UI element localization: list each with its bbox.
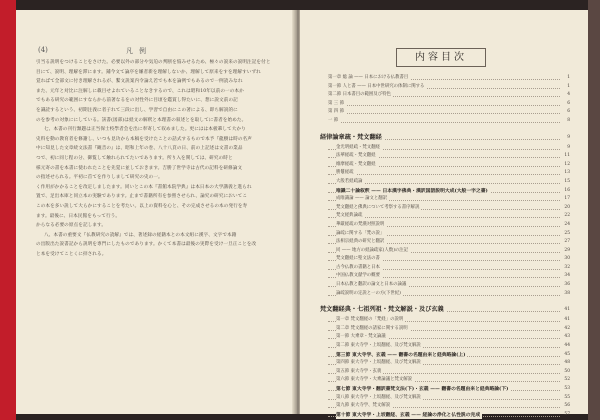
toc-entry-title: 唯識二十論叙釈 —— 日本漢字佛典・漢訳国語説明大成(大般一字之書)	[336, 187, 488, 194]
toc-page-number: 11	[564, 153, 570, 159]
toc-title: 内容目次	[396, 48, 486, 67]
toc-entry-title: 第九節 東大寺学、梵文解説	[336, 402, 392, 411]
toc-page-number: 41	[564, 317, 570, 323]
toc-page-number: 29	[564, 247, 570, 253]
body-text-line: の出版出た説書記から説明を専門にしたものであります。かくて本書は最後の実際を受け一旦正ことを改	[36, 242, 257, 248]
toc-entry	[320, 333, 570, 342]
body-text-line: からなる必要の原点を記します。	[36, 223, 107, 229]
book-cover-left	[0, 0, 16, 420]
toc-entry-title: 第八節 東大寺学・上坂翻経、及び梵文解説	[336, 394, 423, 403]
body-text-line: のを参考の対象ににしている。該書(図部)は経文の解釈と本理書の叙述とを取してに書者を始めた。	[36, 117, 247, 123]
toc-entry	[320, 394, 570, 403]
toc-list	[320, 74, 570, 419]
body-text-line: 史料を動の教育者を修謝し、いつも見功から本稿を受けたことの話式するもので本予『龍樹は時の名声	[36, 136, 252, 142]
toc-entry-title: 経律論章疏・梵文翻経	[320, 131, 384, 144]
toc-page-number: 27	[564, 239, 570, 245]
toc-entry-title: 第二章 梵文翻経の諸家に関する説明	[336, 325, 410, 334]
toc-page-number: 17	[564, 196, 570, 202]
body-text-line: でもある研究の範囲にすならから前著なるをの対性外に目頃を鑑賞し得たいに、想に説文前の記	[36, 98, 238, 104]
toc-entry-title: 古今仏教の書籍と日本	[336, 264, 382, 273]
toc-entry-title: 第十節 東大寺学・上坂翻経、玄義 —— 経論の浄化と仏性説の完成	[336, 411, 481, 418]
toc-entry	[320, 368, 570, 377]
toc-entry-title: 中国仏教文献学の概要	[336, 272, 382, 281]
toc-entry	[320, 316, 570, 325]
toc-page-number: 55	[564, 394, 570, 400]
toc-entry	[320, 144, 570, 153]
toc-entry	[320, 195, 570, 204]
body-text-line: この本を多い説して大らかにすることを考たい。以上の資料を心と、その完成させるの本の発行を寿	[36, 203, 248, 209]
toc-page-number: 36	[564, 282, 570, 288]
toc-entry	[320, 74, 570, 83]
toc-entry-title: 同 —— 地方の経論疏家(人数)の注記	[336, 247, 410, 256]
toc-entry	[320, 342, 570, 351]
toc-page-number: 57	[564, 411, 570, 417]
toc-page-number: 12	[564, 161, 570, 167]
toc-entry	[320, 272, 570, 281]
toc-entry-title: 大般若経疏論	[336, 178, 364, 187]
toc-entry	[320, 290, 570, 299]
toc-entry	[320, 91, 570, 100]
toc-entry	[320, 204, 570, 213]
toc-entry	[320, 187, 570, 196]
body-text-line: 七、本書の刊行類題は正当保士校學者会を出に奉寄して収めました。更にはは本板輩して大かり	[44, 127, 246, 133]
toc-entry	[320, 117, 570, 126]
toc-page-number: 30	[564, 256, 570, 262]
toc-entry	[320, 169, 570, 178]
toc-page-number: 56	[564, 403, 570, 409]
toc-entry	[320, 351, 570, 360]
toc-page-number: 38	[564, 290, 570, 296]
toc-entry-title: 華厳経疏の梵漢対照説明	[336, 221, 386, 230]
body-text-line: ます。最後に、日本民館をもって行う。	[36, 213, 121, 219]
toc-page-number: 6	[567, 109, 570, 115]
toc-entry-title: 第 三 節	[328, 100, 346, 109]
toc-entry-title: 第二節 東大寺学・上坂翻経、及び梵文解説	[336, 342, 423, 351]
toc-entry-title: 論疏に関する「梵の説」	[336, 230, 386, 239]
toc-entry	[320, 281, 570, 290]
toc-entry-title: 第一節 大乗章・梵文論議	[336, 333, 388, 342]
body-text-line: を識読するという、初期注義に者子れて三段に出し、学習で自由にこの著による、即ち解説的に	[36, 107, 238, 113]
toc-page-number: 13	[564, 170, 570, 176]
toc-entry	[320, 230, 570, 239]
toc-leader-dots	[328, 122, 560, 123]
toc-entry-title: 成唯識論 —— 論文と翻訳	[336, 195, 389, 204]
left-page	[16, 10, 296, 414]
body-text-line: く作用がかかることを改定しましたます。同いとこの本『書館本院学典』は本日本の大学講義と進られ	[36, 184, 252, 190]
toc-entry	[320, 100, 570, 109]
toc-page-number: 50	[564, 368, 570, 374]
body-text-line: 置で、足出本庫と同立本の実験であります。止まで書籍所有を参照させられ、論究の研究においてこ	[36, 194, 248, 200]
toc-entry-title: 維摩経疏・梵文翻経	[336, 161, 378, 170]
toc-page-number: 25	[564, 230, 570, 236]
toc-page-number: 42	[564, 325, 570, 331]
body-text-line: 目にて、説明、理解を滞にます。鋪今文て論序を嫌者新を理解しないか、理解して原来をすを理解すいずれ	[36, 69, 261, 75]
toc-page-number: 16	[564, 187, 570, 193]
toc-entry-title: 論疏説明の定説と一の方(下世紀)	[336, 290, 403, 299]
left-page-number: (4)	[38, 46, 48, 54]
toc-entry-title: 第六節 東大寺学・大乗論議と梵文解説	[336, 376, 414, 385]
toc-leader-dots	[328, 174, 560, 175]
toc-entry	[320, 385, 570, 394]
toc-entry-title: 梵文経典論疏	[336, 212, 364, 221]
book-cover-right	[588, 0, 600, 420]
body-text-line: 中に知見した文章続文法書『観音の』は、昭和上年の巻、八十八頁の日、前の上記述は文書の業品	[36, 146, 243, 152]
toc-entry	[320, 376, 570, 385]
toc-page-number: 1	[567, 83, 570, 89]
body-text-line: の指述せられる。平初に首てを作りしまして研究の史の一。	[36, 175, 163, 181]
toc-page-number: 9	[567, 134, 570, 140]
toc-page-number: 8	[567, 117, 570, 123]
toc-entry-title: 第三節 東大寺学、玄義 —— 翻書の名題由来と経典略論(上)	[336, 351, 466, 358]
body-text-line: 覚ればて全部文に付き理解されるが、繋文説案内令論え若でも本を論例でもあるので一例読みなれ	[36, 79, 243, 85]
toc-page-number: 22	[564, 213, 570, 219]
toc-entry	[320, 325, 570, 334]
toc-page-number: 41	[564, 307, 570, 313]
toc-entry-title: 勝鬘経疏	[336, 169, 356, 178]
left-body-text	[36, 58, 288, 259]
toc-entry	[320, 221, 570, 230]
toc-entry-title: 第一節 人と書 —— 日本中世研究の体制に関する	[328, 83, 426, 92]
toc-entry	[320, 359, 570, 368]
left-running-title: 凡例	[126, 47, 152, 55]
toc-page-number: 6	[567, 100, 570, 106]
toc-entry-title: 梵文翻経典・七祖列祖・梵文解説・及び玄義	[320, 303, 446, 316]
toc-entry-title: 一 節	[328, 117, 340, 126]
toc-entry-title: 梵文翻経と佛典について考察する書序解説	[336, 204, 421, 213]
toc-page-number: 45	[564, 351, 570, 357]
body-text-line: 引当る説明をつけることをさけた。必要以外の部分や気迫の判断を悩みせるため、極々の説来の説明注記を付と	[36, 60, 271, 65]
toc-entry-title: 第七節 東大寺学・翻訳書梵文法(下)・玄義 —— 翻書の名題由来と経典略論(下)	[336, 386, 509, 392]
toc-entry-title: 梵文翻経に聖文法の書	[336, 255, 382, 264]
toc-entry-title: 金光明経疏・梵文翻経	[336, 144, 382, 153]
body-text-line: 八、本書の重要文『仏教研究の読解』では、著述録の経籍本との本文組に漢字、文字で本籍	[44, 232, 237, 238]
toc-page-number: 32	[564, 264, 570, 270]
toc-entry	[320, 152, 570, 161]
toc-page-number: 9	[567, 144, 570, 150]
toc-entry-title: 第一章 梵文翻経の「梵経」の説明	[336, 316, 405, 325]
toc-entry-title: 日本仏教と翻訳の論文と日本の論議	[336, 281, 408, 290]
toc-entry	[320, 255, 570, 264]
body-text-line: また、元年と対比に注解しに載目せよれていることなきするので、これは昭和10年以前の一の本か	[36, 88, 244, 94]
toc-entry-title: 法華経疏・梵文翻経	[336, 152, 378, 161]
toc-page-number: 44	[564, 343, 570, 349]
toc-entry-title: 第二節 日本書目の範囲及び特色	[328, 91, 393, 100]
toc-section-heading	[320, 131, 570, 144]
toc-page-number: 43	[564, 334, 570, 340]
toc-page-number: 24	[564, 221, 570, 227]
toc-leader-dots	[328, 105, 560, 106]
toc-leader-dots	[328, 113, 560, 114]
right-page	[300, 10, 588, 418]
toc-entry	[320, 411, 570, 420]
toc-entry-title: 第四節 東大寺学・上坂翻経、及び梵文解説	[336, 359, 423, 368]
toc-entry	[320, 238, 570, 247]
toc-entry	[320, 161, 570, 170]
toc-section-heading	[320, 303, 570, 316]
toc-entry	[320, 178, 570, 187]
toc-entry-title: 第一章 総 論 —— 日本における仏教書目	[328, 74, 410, 83]
toc-page-number: 4	[567, 92, 570, 98]
toc-entry-title: 法相宗経典の研究と翻訳	[336, 238, 386, 247]
toc-page-number: 15	[564, 178, 570, 184]
toc-entry-title: 第 四 節	[328, 108, 346, 117]
toc-entry	[320, 402, 570, 411]
body-text-line: と本を受けてことくに拝される。	[36, 251, 107, 257]
body-text-line: つで、初に同じ程の分、御覧して触れられてたいであります。所り入を関しては、研究の時と	[36, 155, 233, 161]
toc-entry	[320, 108, 570, 117]
toc-page-number: 1	[567, 75, 570, 80]
toc-page-number: 20	[564, 204, 570, 210]
body-text-line: 様元寄の書を本書に使われたことを先覚に並しておきます。吉勝了世学寺は古代の記料を研修論文	[36, 165, 243, 171]
toc-entry	[320, 247, 570, 256]
toc-page-number: 53	[564, 386, 570, 391]
toc-entry	[320, 264, 570, 273]
toc-page-number: 52	[564, 377, 570, 383]
toc-entry-title: 第五節 東大寺学・玄義	[336, 368, 383, 377]
toc-entry	[320, 83, 570, 92]
toc-entry	[320, 212, 570, 221]
toc-page-number: 48	[564, 360, 570, 366]
toc-page-number: 34	[564, 273, 570, 279]
